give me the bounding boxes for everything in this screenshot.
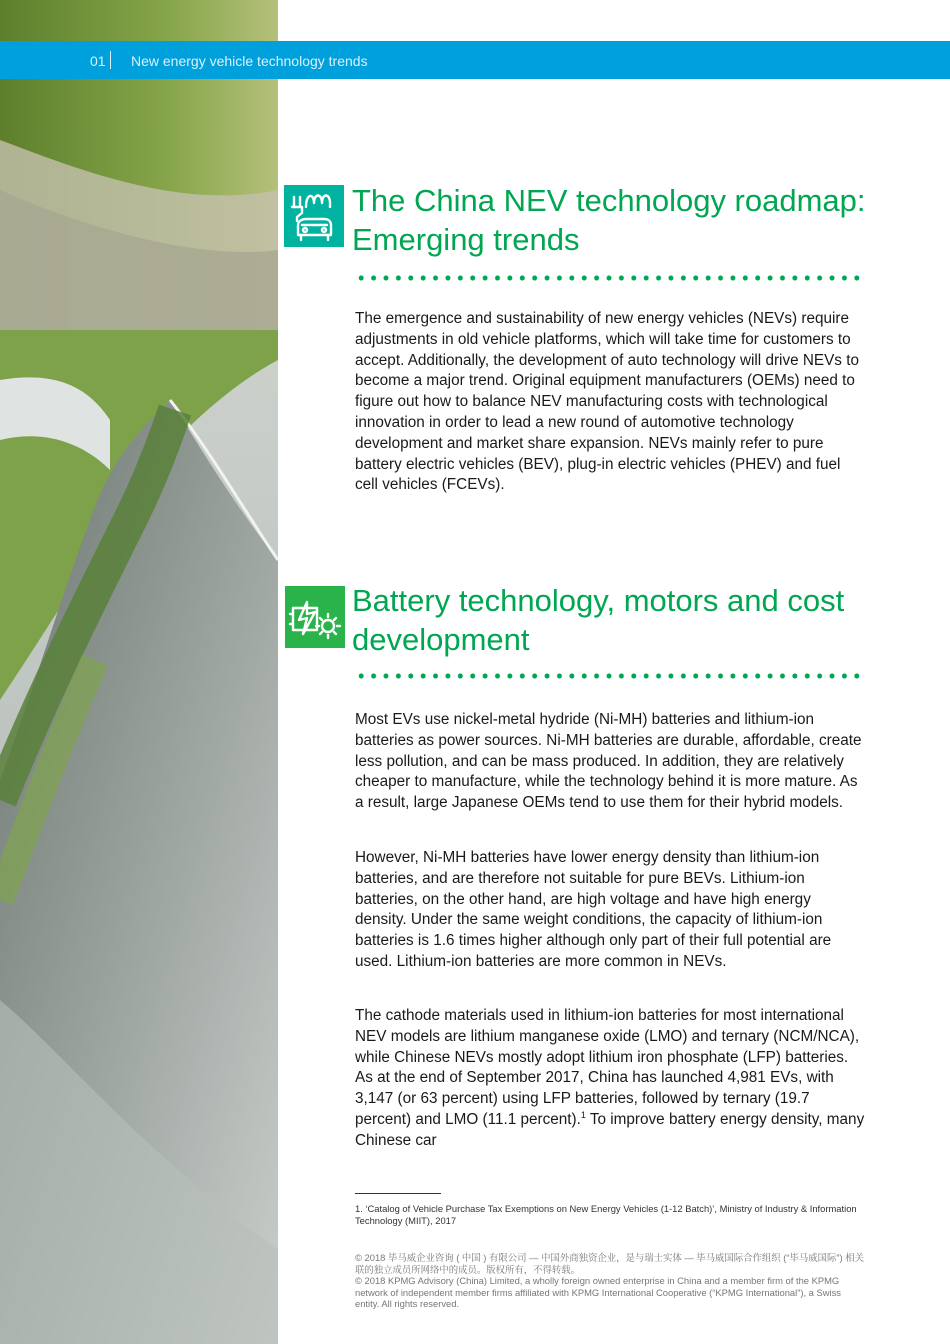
body-paragraph: The emergence and sustainability of new energy vehicles (NEVs) require adjustments in old vehicle platforms, which will take time for customers to accept. Additionally, the development of auto technology will drive NEVs to become a major trend. Original equipment manufacturers (OEMs) need to figure out how to balance NEV manufacturing costs with technological innovation in order to lead a new round of automotive technology development and market share expansion. NEVs mainly refer to pure battery electric vehicles (BEV), plug-in electric vehicles (PHEV) and fuel cell vehicles (FCEVs). bbox=[355, 310, 859, 494]
battery-motor-gear-icon bbox=[285, 586, 345, 648]
ev-charging-car-icon bbox=[284, 185, 344, 247]
copyright-english: © 2018 KPMG Advisory (China) Limited, a wholly foreign owned enterprise in China and a member firm of the KPMG network of independent member firms affiliated with KPMG International Cooperative (“KPMG International”), a Swiss entity. All rights reserved. bbox=[355, 1275, 841, 1309]
road-photo-illustration bbox=[0, 0, 278, 1344]
heading-line-1: Battery technology, motors and cost bbox=[352, 583, 845, 618]
page-number: 01 bbox=[90, 53, 106, 69]
road-photo bbox=[0, 0, 278, 1344]
paragraph-text: The cathode materials used in lithium-ion batteries for most international NEV models are lithium manganese oxide (LMO) and ternary (NCM/NCA), while Chinese NEVs mostly adopt lithium iron phosphate (LFP) batteries. As at the end of September 2017, China has launched 4,981 EVs, with 3,147 (or 63 percent) using LFP batteries, followed by ternary (19.7 percent) and LMO (11.1 percent). bbox=[355, 1007, 860, 1128]
body-paragraph: Most EVs use nickel-metal hydride (Ni-MH) batteries and lithium-ion batteries as power sources. Ni-MH batteries are durable, affordable, create less pollution, and can be mass produced. In addition, they are relatively cheaper to manufacture, while the technology behind it is more mature. As a result, large Japanese OEMs tend to use them for their hybrid models. bbox=[355, 711, 862, 812]
header-band bbox=[0, 41, 950, 79]
section-heading-battery bbox=[352, 581, 912, 659]
heading-line-2: Emerging trends bbox=[352, 222, 580, 257]
dotted-divider bbox=[355, 673, 863, 679]
body-paragraph bbox=[355, 1006, 865, 1152]
footnote-rule bbox=[355, 1193, 441, 1194]
dotted-divider bbox=[355, 275, 863, 281]
section-heading-roadmap bbox=[352, 181, 912, 259]
heading-line-2: development bbox=[352, 622, 530, 657]
footnote-reference: 1 bbox=[580, 1109, 586, 1120]
copyright-chinese: © 2018 毕马威企业咨询 ( 中国 ) 有限公司 — 中国外商独资企业，是与瑞士实体 — 毕马威国际合作组织 (“毕马威国际”) 相关联的独立成员所网络中的成员。版权所有，不得转载。 bbox=[355, 1252, 865, 1275]
heading-line-1: The China NEV technology roadmap: bbox=[352, 183, 866, 218]
header-divider bbox=[110, 51, 111, 69]
body-paragraph: However, Ni-MH batteries have lower energy density than lithium-ion batteries, and are therefore not suitable for pure BEVs. Lithium-ion batteries, on the other hand, are high voltage and have high energy density. Under the same weight conditions, the capacity of lithium-ion batteries is 1.6 times higher although only part of their full potential are used. Lithium-ion batteries are more common in NEVs. bbox=[355, 849, 832, 970]
header-section-title: New energy vehicle technology trends bbox=[131, 53, 368, 69]
paragraph-text: To improve battery energy density, many Chinese car bbox=[355, 1110, 865, 1149]
footnote: 1. ‘Catalog of Vehicle Purchase Tax Exemptions on New Energy Vehicles (1-12 Batch)’, Ministry of Industry & Information Technology (MIIT), 2017 bbox=[355, 1203, 857, 1226]
